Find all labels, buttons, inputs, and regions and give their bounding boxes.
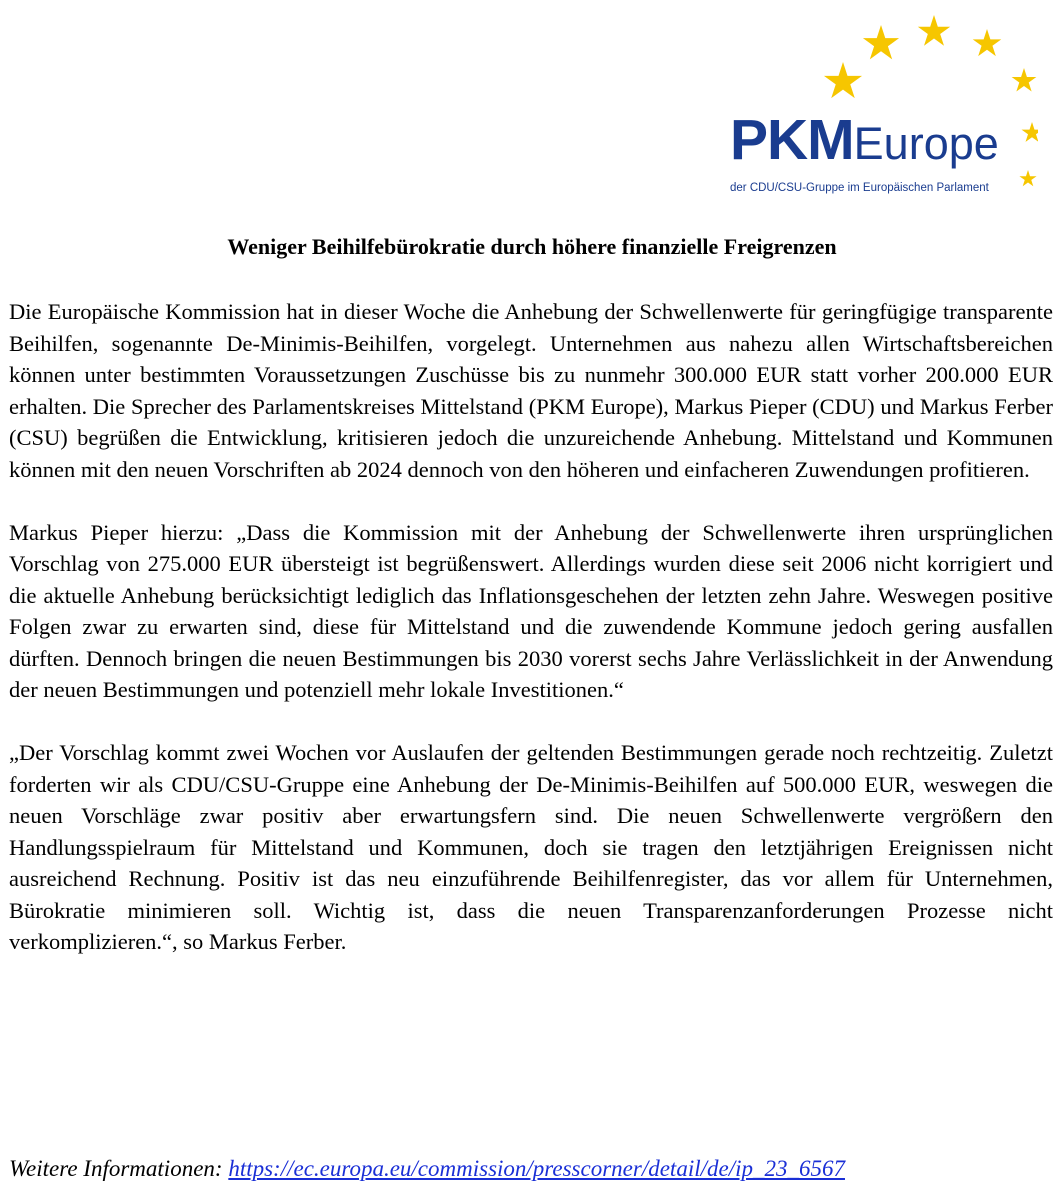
star-icon [1022,122,1038,142]
logo-wordmark [730,108,999,172]
star-icon [1019,170,1036,186]
article-title: Weniger Beihilfebürokratie durch höhere finanzielle Freigrenzen [227,234,837,259]
logo-europe-text: Europe [853,118,999,169]
star-icon [918,15,950,46]
star-icon [863,25,899,59]
press-corner-link[interactable]: https://ec.europa.eu/commission/presscorner/detail/de/ip_23_6567 [228,1156,845,1181]
pkm-europe-logo [718,8,1038,208]
paragraph-ferber-quote: „Der Vorschlag kommt zwei Wochen vor Auslaufen der geltenden Bestimmungen gerade noch rechtzeitig. Zuletzt forderten wir als CDU/CSU-Gruppe eine Anhebung der De-Minimis-Beihilfen auf 500.000 EUR, weswegen die neuen Vorschläge zwar positiv aber erwartungsfern sind. Die neuen Schwellenwerte vergrößern den Handlungsspielraum für Mittelstand und Kommunen, doch sie tragen den letztjährigen Ereignissen nicht ausreichend Rechnung. Positiv ist das neu einzuführende Beihilfenregister, das vor allem für Unternehmen, Bürokratie minimieren soll. Wichtig ist, dass die neuen Transparenzanforderungen Prozesse nicht verkomplizieren.“, so Markus Ferber. [9,740,1053,954]
star-icon [824,62,862,98]
further-info [9,1154,845,1184]
logo-subtitle: der CDU/CSU-Gruppe im Europäischen Parlament [730,182,989,194]
further-info-label: Weitere Informationen: [9,1156,223,1181]
star-icon [973,29,1002,56]
logo-pkm-text: PKM [730,108,854,172]
star-icon [1012,68,1037,92]
article-body [9,296,1053,989]
paragraph-pieper-quote: Markus Pieper hierzu: „Dass die Kommission mit der Anhebung der Schwellenwerte ihren ursprünglichen Vorschlag von 275.000 EUR übersteigt ist begrüßenswert. Allerdings wurden diese seit 2006 nicht korrigiert und die aktuelle Anhebung berücksichtigt lediglich das Inflationsgeschehen der letzten zehn Jahre. Weswegen positive Folgen zwar zu erwarten sind, diese für Mittelstand und die zuwendende Kommune jedoch gering ausfallen dürften. Dennoch bringen die neuen Bestimmungen bis 2030 vorerst sechs Jahre Verlässlichkeit in der Anwendung der neuen Bestimmungen und potenziell mehr lokale Investitionen.“ [9,519,1053,702]
paragraph-intro: Die Europäische Kommission hat in dieser Woche die Anhebung der Schwellenwerte für geringfügige transparente Beihilfen, sogenannte De-Minimis-Beihilfen, vorgelegt. Unternehmen aus nahezu allen Wirtschaftsbereichen können unter bestimmten Voraussetzungen Zuschüsse bis zu nunmehr 300.000 EUR statt vorher 200.000 EUR erhalten. Die Sprecher des Parlamentskreises Mittelstand (PKM Europe), Markus Pieper (CDU) und Markus Ferber (CSU) begrüßen die Entwicklung, kritisieren jedoch die unzureichende Anhebung. Mittelstand und Kommunen können mit den neuen Vorschriften ab 2024 dennoch von den höheren und einfacheren Zuwendungen profitieren. [9,299,1053,482]
